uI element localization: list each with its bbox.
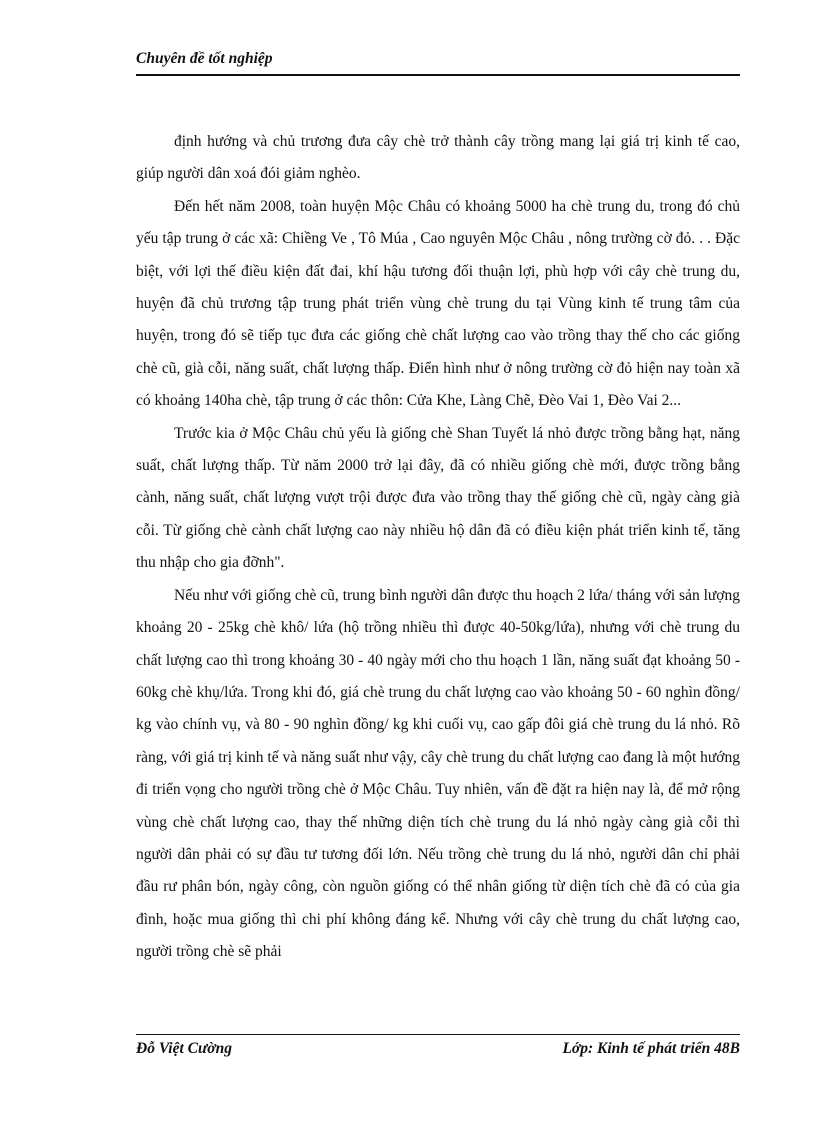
footer-author: Đỗ Việt Cường (136, 1040, 232, 1057)
paragraph-4: Nếu như với giống chè cũ, trung bình người dân được thu hoạch 2 lứa/ tháng với sản lượng khoảng 20 - 25kg chè khô/ lứa (hộ trồng nhiều thì được 40-50kg/lứa), nhưng với chè trung du chất lượng cao thì trong khoảng 30 - 40 ngày mới cho thu hoạch 1 lần, năng suất đạt khoảng 50 - 60kg chè khụ/lứa. Trong khi đó, giá chè trung du chất lượng cao vào khoảng 50 - 60 nghìn đồng/ kg vào chính vụ, và 80 - 90 nghìn đồng/ kg khi cuối vụ, cao gấp đôi giá chè trung du lá nhỏ. Rõ ràng, với giá trị kinh tế và năng suất như vậy, cây chè trung du chất lượng cao đang là một hướng đi triển vọng cho người trồng chè ở Mộc Châu. Tuy nhiên, vấn đề đặt ra hiện nay là, để mở rộng vùng chè chất lượng cao, thay thế những diện tích chè trung du lá nhỏ ngày càng già cỗi thì người dân phải có sự đầu tư tương đối lớn. Nếu trồng chè trung du lá nhỏ, người dân chỉ phải đầu rư phân bón, ngày công, còn nguồn giống có thể nhân giống từ diện tích chè đã có của gia đình, hoặc mua giống thì chi phí không đáng kể. Nhưng với cây chè trung du chất lượng cao, người trồng chè sẽ phải (136, 586, 740, 961)
paragraph-2: Đến hết năm 2008, toàn huyện Mộc Châu có khoảng 5000 ha chè trung du, trong đó chủ yếu tập trung ở các xã: Chiềng Ve , Tô Múa , Cao nguyên Mộc Châu , nông trường cờ đỏ. . . Đặc biệt, với lợi thế điều kiện đất đai, khí hậu tương đối thuận lợi, phù hợp với cây chè trung du, huyện đã chủ trương tập trung phát triển vùng chè trung du tại Vùng kinh tế trung tâm của huyện, trong đó sẽ tiếp tục đưa các giống chè chất lượng cao vào trồng thay thế cho các giống chè cũ, già cỗi, năng suất, chất lượng thấp. Điển hình như ở nông trường cờ đỏ hiện nay toàn xã có khoảng 140ha chè, tập trung ở các thôn: Cửa Khe, Làng Chẽ, Đèo Vai 1, Đèo Vai 2... (136, 197, 740, 410)
paragraph-3: Trước kia ở Mộc Châu chủ yếu là giống chè Shan Tuyết lá nhỏ được trồng bằng hạt, năng suất, chất lượng thấp. Từ năm 2000 trở lại đây, đã có nhiều giống chè mới, được trồng bằng cành, năng suất, chất lượng vượt trội được đưa vào trồng thay thế giống chè cũ, ngày càng già cỗi. Từ giống chè cành chất lượng cao này nhiều hộ dân đã có điều kiện phát triển kinh tế, tăng thu nhập cho gia đỡnh". (136, 424, 740, 572)
footer-class: Lớp: Kinh tế phát triển 48B (562, 1040, 740, 1057)
page-header (136, 48, 740, 76)
header-title: Chuyên đề tốt nghiệp (136, 50, 273, 67)
body-text (136, 126, 740, 969)
paragraph-1: định hướng và chủ trương đưa cây chè trở thành cây trồng mang lại giá trị kinh tế cao, giúp người dân xoá đói giảm nghèo. (136, 133, 740, 183)
page-footer (136, 1034, 740, 1065)
